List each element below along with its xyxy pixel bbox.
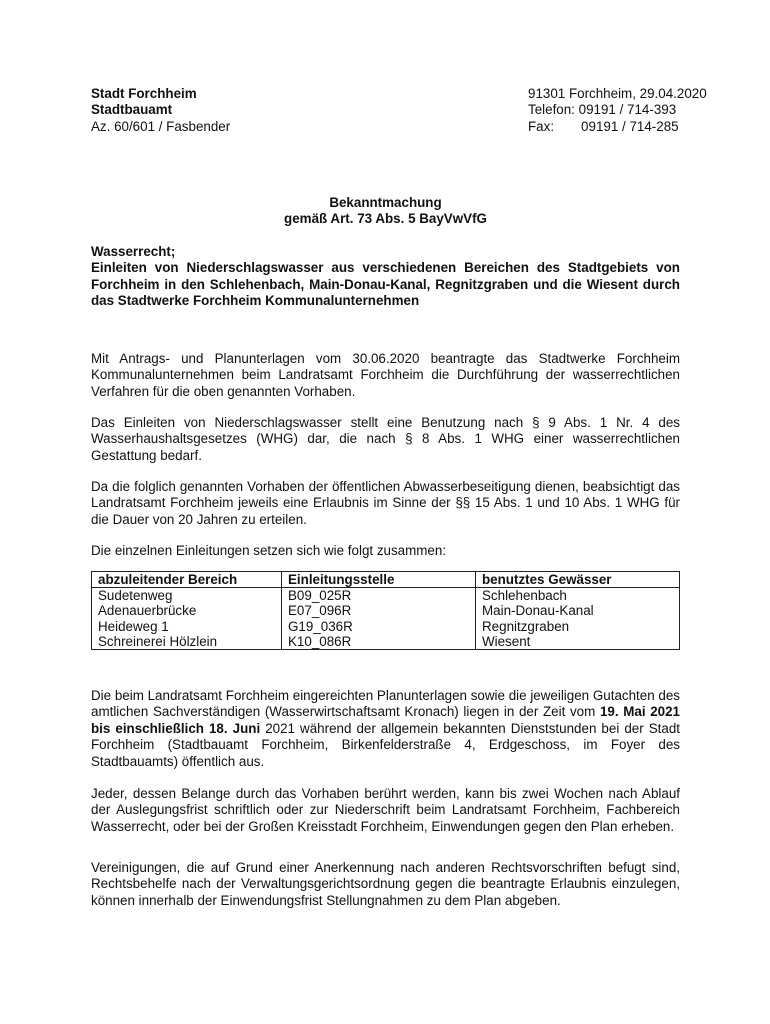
paragraph-3: Da die folglich genannten Vorhaben der öffentlichen Abwasserbeseitigung dienen, beabsichtigt das Landratsamt Forchheim jeweils eine Erlaubnis im Sinne der §§ 15 Abs. 1 und 10 Abs. 1 WHG für die Dauer von 20 Jahren zu erteilen. (91, 479, 680, 527)
fax-number: 09191 / 714-285 (581, 118, 679, 134)
paragraph-5-text-a: Die beim Landratsamt Forchheim eingereichten Planunterlagen sowie die jeweiligen Gutachten des amtlichen Sachverständigen (Wasserwirtschaftsamt Kronach) liegen in der Zeit vom (91, 688, 680, 720)
display-period: 19. Mai 2021 bis einschließlich 18. Juni (91, 704, 681, 736)
table-cell: Main-Donau-Kanal (476, 603, 680, 618)
table-cell: Wiesent (476, 634, 680, 650)
table-cell: G19_036R (282, 619, 476, 634)
paragraph-7: Vereinigungen, die auf Grund einer Anerkennung nach anderen Rechtsvorschriften befugt sind, Rechtsbehelfe nach der Verwaltungsgerichtsordnung gegen die beantragte Erlaubnis einzulegen, können innerhalb der Einwendungsfrist Stellungnahmen zu dem Plan abgeben. (91, 860, 680, 908)
table-header-cell: benutztes Gewässer (476, 572, 680, 588)
fax-label: Fax: (528, 118, 555, 134)
sender-department: Stadtbauamt (91, 102, 173, 118)
discharge-table (91, 571, 680, 650)
notice-title (91, 195, 680, 228)
place-date: 91301 Forchheim, 29.04.2020 (528, 86, 707, 101)
table-row (92, 588, 680, 604)
title-line-2: gemäß Art. 73 Abs. 5 BayVwVfG (284, 211, 487, 227)
paragraph-1: Mit Antrags- und Planunterlagen vom 30.06.2020 beantragte das Stadtwerke Forchheim Kommunalunternehmen beim Landratsamt Forchheim die Durchführung der wasserrechtlichen Verfahren für die oben genannten Vorhaben. (91, 351, 680, 399)
table-row (92, 603, 680, 618)
paragraph-2: Das Einleiten von Niederschlagswasser stellt eine Benutzung nach § 9 Abs. 1 Nr. 4 des Wasserhaushaltsgesetzes (WHG) dar, die nach § 8 Abs. 1 WHG einer wasserrechtlichen Gestattung bedarf. (91, 415, 680, 463)
fax-line (528, 119, 688, 135)
contact-block (528, 86, 707, 135)
table-cell: Sudetenweg (92, 588, 282, 604)
paragraph-5 (91, 688, 680, 770)
table-cell: Regnitzgraben (476, 619, 680, 634)
paragraph-4: Die einzelnen Einleitungen setzen sich wie folgt zusammen: (91, 543, 447, 558)
table-row (92, 619, 680, 634)
table-header-cell: abzuleitender Bereich (92, 572, 282, 588)
sender-name: Stadt Forchheim (91, 86, 197, 101)
table-row (92, 634, 680, 650)
table-cell: Schlehenbach (476, 588, 680, 604)
table-cell: Schreinerei Hölzlein (92, 634, 282, 650)
table-header-row (92, 572, 680, 588)
phone-number: Telefon: 09191 / 714-393 (528, 102, 677, 118)
subject-heading: Wasserrecht; (91, 244, 176, 259)
title-line-1: Bekanntmachung (329, 195, 442, 210)
reference-number: Az. 60/601 / Fasbender (91, 118, 231, 134)
table-cell: E07_096R (282, 603, 476, 618)
table-cell: B09_025R (282, 588, 476, 604)
paragraph-5-text-b: 2021 während der allgemein bekannten Dienststunden bei der Stadt Forchheim (Stadtbauamt Forchheim, Birkenfelderstraße 4, Erdgeschoss, im Foyer des Stadtbauamts) öffentlich aus. (91, 720, 680, 769)
document-page (91, 0, 707, 1024)
subject-text: Einleiten von Niederschlagswasser aus verschiedenen Bereichen des Stadtgebiets von Forchheim in den Schlehenbach, Main-Donau-Kanal, Regnitzgraben und die Wiesent durch das Stadtwerke Forchheim Kommunalunternehmen (91, 260, 680, 309)
paragraph-6: Jeder, dessen Belange durch das Vorhaben berührt werden, kann bis zwei Wochen nach Ablauf der Auslegungsfrist schriftlich oder zur Niederschrift beim Landratsamt Forchheim, Fachbereich Wasserrecht, oder bei der Großen Kreisstadt Forchheim, Einwendungen gegen den Plan erheben. (91, 786, 680, 834)
table-cell: Heideweg 1 (92, 619, 282, 634)
table-cell: Adenauerbrücke (92, 603, 282, 618)
sender-block (91, 86, 391, 135)
subject-block (91, 244, 680, 310)
table-cell: K10_086R (282, 634, 476, 650)
table-header-cell: Einleitungsstelle (282, 572, 476, 588)
